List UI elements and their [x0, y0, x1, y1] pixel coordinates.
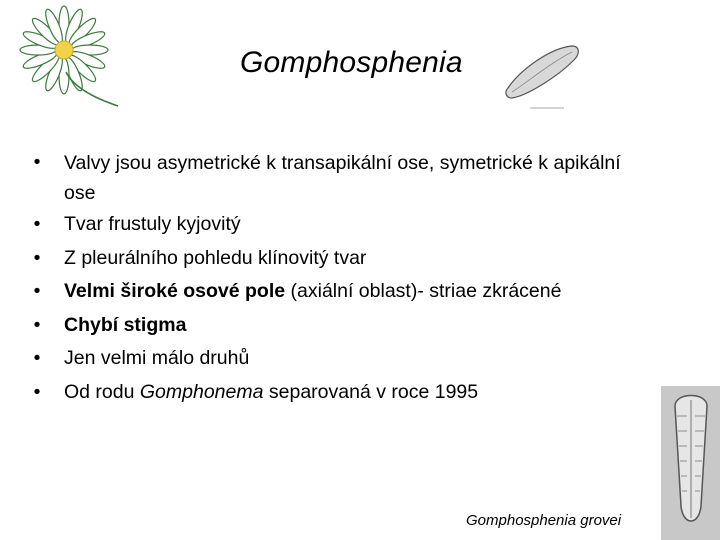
image-caption: Gomphosphenia grovei [466, 512, 622, 529]
bullet-item [30, 342, 640, 376]
bullet-text: Od rodu [64, 380, 140, 403]
bullet-text: Valvy jsou asymetrické k transapikální ose, symetrické k apikální ose [64, 152, 621, 204]
bullet-dot: • [33, 347, 41, 369]
bullet-item [30, 275, 640, 309]
bullet-text: separovaná v roce 1995 [263, 380, 479, 403]
bullet-dot: • [33, 151, 41, 173]
bullet-text: (axiální oblast)- striae zkrácené [285, 280, 562, 302]
bullet-text: Z pleurálního pohledu klínovitý tvar [64, 246, 367, 269]
bullet-text: Jen velmi málo druhů [64, 347, 250, 369]
bullet-dot: • [33, 213, 41, 235]
bullet-bold-text: Velmi široké osové pole [64, 280, 286, 302]
bullet-item [30, 376, 640, 410]
bullet-text: Tvar frustuly kyjovitý [64, 213, 241, 235]
bullet-item [30, 309, 640, 343]
bullet-dot: • [33, 380, 41, 403]
bullet-item [30, 242, 640, 276]
bullet-item [30, 146, 640, 208]
bullet-italic-text: Gomphonema [139, 380, 264, 403]
bullet-dot: • [33, 246, 41, 269]
diatom-drawing-icon [500, 40, 582, 116]
bullet-list [30, 146, 640, 409]
bullet-dot: • [33, 313, 41, 336]
slide-title: Gomphosphenia [240, 46, 463, 79]
bullet-dot: • [33, 280, 41, 302]
diatom-micrograph-image [661, 386, 720, 540]
bullet-bold-text: Chybí stigma [64, 313, 187, 336]
bullet-item [30, 208, 640, 242]
daisy-logo-icon [6, 2, 124, 114]
